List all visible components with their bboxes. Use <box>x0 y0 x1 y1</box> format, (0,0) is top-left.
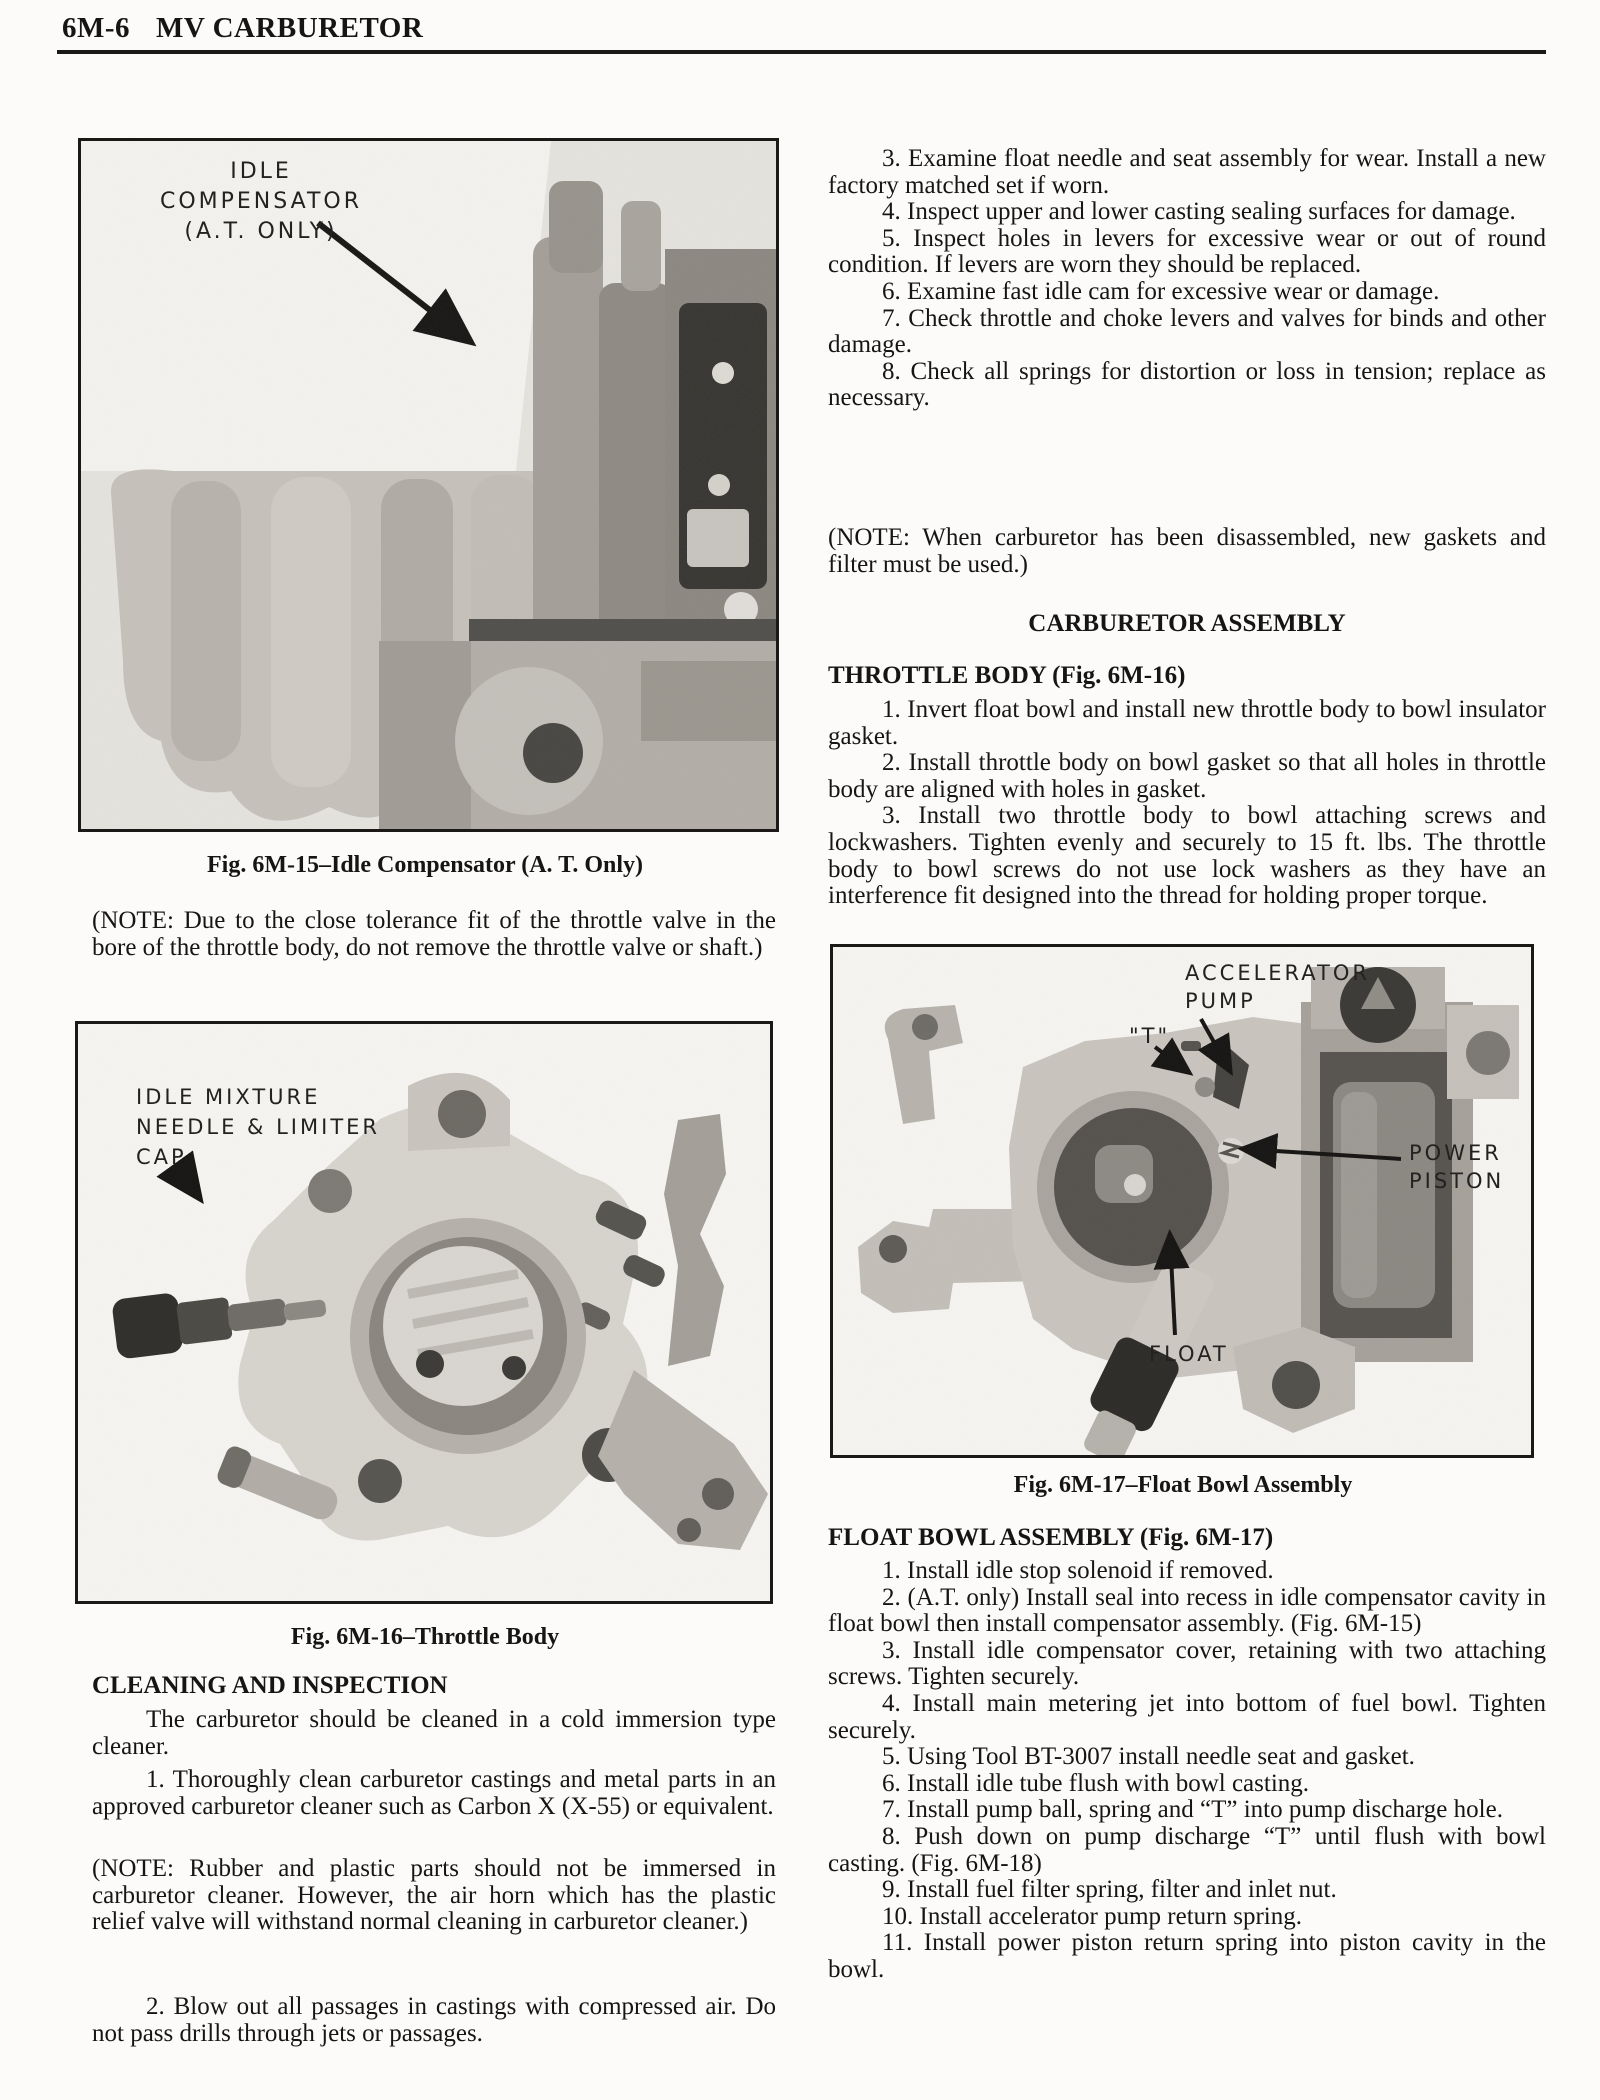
callout-line: PISTON <box>1409 1169 1505 1193</box>
page-title: MV CARBURETOR <box>156 12 424 44</box>
power-piston-callout <box>1409 1139 1504 1195</box>
float-callout: FLOAT <box>1149 1342 1229 1366</box>
list-item: 1. Invert float bowl and install new throttle body to bowl insulator gasket. <box>828 696 1546 750</box>
note-text: (NOTE: When carburetor has been disassembled, new gaskets and filter must be used.) <box>828 524 1546 578</box>
float-bowl-steps <box>828 1558 1546 1984</box>
disassembly-note <box>828 525 1546 578</box>
inspection-steps <box>828 146 1546 412</box>
note-text: (NOTE: Due to the close tolerance fit of the throttle valve in the bore of the throttle body, do not remove the throttle valve or shaft.) <box>92 907 776 961</box>
note-text: (NOTE: Rubber and plastic parts should not be immersed in carburetor cleaner. However, the air horn which has the plastic relief valve will withstand normal cleaning in carburetor cleaner.) <box>92 1855 776 1936</box>
callout-line: PUMP <box>1185 989 1256 1013</box>
cleaning-note <box>92 1856 776 1936</box>
list-item: 3. Install idle compensator cover, retaining with two attaching screws. Tighten securely. <box>828 1636 1546 1691</box>
cleaning-item-2 <box>92 1994 776 2047</box>
list-item: 6. Install idle tube flush with bowl casting. <box>882 1769 1310 1797</box>
throttle-body-steps <box>828 697 1546 910</box>
figure-6m15 <box>78 138 779 832</box>
throttle-body-heading: THROTTLE BODY (Fig. 6M-16) <box>828 662 1186 689</box>
list-item: 7. Check throttle and choke levers and valves for binds and other damage. <box>828 304 1546 359</box>
list-item: 8. Check all springs for distortion or loss in tension; replace as necessary. <box>828 357 1546 412</box>
cleaning-item-1 <box>92 1767 776 1820</box>
callout-line: COMPENSATOR <box>159 189 363 214</box>
list-item: 4. Inspect upper and lower casting sealing surfaces for damage. <box>882 198 1516 226</box>
list-item: 7. Install pump ball, spring and “T” into pump discharge hole. <box>882 1796 1503 1824</box>
callout-line: ACCELERATOR <box>1185 961 1370 985</box>
throttle-valve-note <box>92 908 776 961</box>
list-item: 3. Examine float needle and seat assembly for wear. Install a new factory matched set if worn. <box>828 145 1546 199</box>
list-item: 10. Install accelerator pump return spring. <box>882 1902 1302 1930</box>
figure-6m16 <box>75 1021 773 1604</box>
list-item: 6. Examine fast idle cam for excessive wear or damage. <box>882 277 1440 305</box>
t-callout: "T" <box>1129 1024 1171 1048</box>
figure-6m15-caption: Fig. 6M-15–Idle Compensator (A. T. Only) <box>207 852 643 878</box>
callout-line: IDLE MIXTURE <box>136 1085 321 1109</box>
callout-line: IDLE <box>230 159 292 184</box>
callout-line: NEEDLE & LIMITER <box>136 1115 381 1139</box>
list-item: 5. Using Tool BT-3007 install needle seat and gasket. <box>882 1743 1415 1771</box>
list-item: 8. Push down on pump discharge “T” until flush with bowl casting. (Fig. 6M-18) <box>828 1822 1546 1877</box>
cleaning-intro <box>92 1707 776 1760</box>
figure-6m17-caption: Fig. 6M-17–Float Bowl Assembly <box>1013 1472 1353 1498</box>
list-item: 1. Thoroughly clean carburetor castings and metal parts in an approved carburetor cleaner such as Carbon X (X-55) or equivalent. <box>92 1766 776 1820</box>
callout-line: POWER <box>1409 1141 1502 1165</box>
header-rule <box>57 50 1546 54</box>
list-item: 2. Blow out all passages in castings with compressed air. Do not pass drills through jets or passages. <box>92 1993 776 2047</box>
idle-mixture-callout <box>136 1082 380 1172</box>
page-number: 6M-6 <box>62 12 131 44</box>
callout-line: (A.T. ONLY) <box>184 219 338 244</box>
list-item: 2. Install throttle body on bowl gasket so that all holes in throttle body are aligned with holes in gasket. <box>828 749 1546 803</box>
carburetor-assembly-heading: CARBURETOR ASSEMBLY <box>1028 610 1346 637</box>
figure-6m16-caption: Fig. 6M-16–Throttle Body <box>290 1624 560 1650</box>
list-item: 9. Install fuel filter spring, filter and inlet nut. <box>882 1876 1337 1904</box>
accelerator-pump-callout <box>1185 959 1370 1015</box>
figure-6m17 <box>830 944 1534 1458</box>
cleaning-inspection-heading: CLEANING AND INSPECTION <box>92 1672 448 1699</box>
list-item: 3. Install two throttle body to bowl attaching screws and lockwashers. Tighten evenly and securely to 15 ft. lbs. The throttle body to bowl screws do not use lock washers as they have an interference fit designed into the thread for holding proper torque. <box>828 802 1546 910</box>
idle-compensator-callout <box>116 157 406 247</box>
list-item: 1. Install idle stop solenoid if removed. <box>882 1557 1274 1584</box>
float-bowl-photo <box>833 947 1531 1455</box>
list-item: 4. Install main metering jet into bottom of fuel bowl. Tighten securely. <box>828 1689 1546 1744</box>
list-item: 11. Install power piston return spring into piston cavity in the bowl. <box>828 1929 1546 1983</box>
list-item: 2. (A.T. only) Install seal into recess in idle compensator cavity in float bowl then install compensator assembly. (Fig. 6M-15) <box>828 1583 1546 1638</box>
callout-line: CAP <box>136 1145 187 1169</box>
list-item: 5. Inspect holes in levers for excessive wear or out of round condition. If levers are worn they should be replaced. <box>828 224 1546 279</box>
float-bowl-heading: FLOAT BOWL ASSEMBLY (Fig. 6M-17) <box>828 1524 1274 1551</box>
page-header <box>62 12 423 45</box>
paragraph: The carburetor should be cleaned in a cold immersion type cleaner. <box>92 1706 776 1760</box>
